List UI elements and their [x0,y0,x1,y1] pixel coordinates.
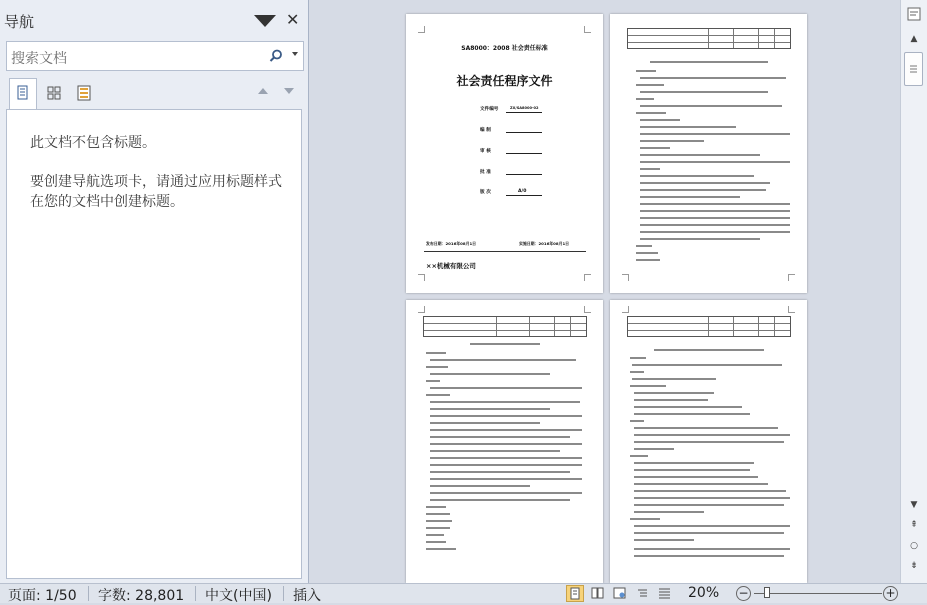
table-row [424,323,586,324]
text-line [430,450,560,452]
table-row [628,35,790,36]
text-line [634,483,768,485]
text-line [634,434,790,436]
table-row [628,330,790,331]
table-cell [758,317,759,336]
text-line [430,499,570,501]
nav-header [0,0,308,38]
text-line [640,203,790,205]
text-line [634,555,784,557]
nav-title: 导航 [4,13,35,31]
text-line [640,210,790,212]
text-line [634,469,750,471]
outline-view-icon[interactable] [636,587,649,599]
text-line [430,457,582,459]
text-line [634,490,786,492]
text-line [636,84,664,86]
scroll-thumb[interactable] [904,52,923,86]
text-line [634,504,784,506]
effective-date: 实施日期：2016年08月1日 [519,241,570,246]
section-title [654,349,764,351]
table-cell [733,29,734,48]
text-line [640,196,740,198]
crop-mark [622,274,629,281]
document-title: 社会责任程序文件 [456,74,553,88]
text-line [634,462,754,464]
divider [88,586,89,601]
text-line [640,175,754,177]
crop-mark [622,306,629,313]
text-line [634,427,778,429]
page-1[interactable] [406,14,603,293]
text-line [640,182,770,184]
text-line [640,105,782,107]
text-line [640,224,790,226]
word-count[interactable]: 字数: 28,801 [98,588,185,604]
table-cell [708,29,709,48]
text-line [634,548,790,550]
text-line [640,126,736,128]
company-name: ××机械有限公司 [426,262,476,270]
zoom-slider-handle[interactable] [764,587,770,598]
issue-date: 发布日期：2016年08月1日 [426,241,477,246]
table-cell [774,29,775,48]
text-line [430,443,582,445]
close-icon[interactable]: ✕ [286,10,300,29]
page-thumbnails-icon [40,78,68,108]
field-label: 批 准 [480,170,491,175]
text-line [636,70,656,72]
crop-mark [418,26,425,33]
page-3[interactable] [406,300,603,583]
text-line [430,359,576,361]
browse-object-icon[interactable]: ○ [910,541,918,551]
search-box[interactable] [6,41,304,71]
nav-options-icon[interactable] [254,15,276,27]
table-cell [733,317,734,336]
text-line [630,420,644,422]
page-4[interactable] [610,300,807,583]
page-count[interactable]: 页面: 1/50 [8,588,77,604]
text-line [430,471,570,473]
table-row [424,330,586,331]
text-line [430,387,582,389]
text-line [634,399,708,401]
search-options-icon[interactable] [292,52,298,56]
standard-title: SA8000：2008 社会责任标准 [461,45,548,52]
text-line [426,520,452,522]
search-icon[interactable] [269,49,283,63]
field-label: 审 核 [480,149,491,154]
divider [195,586,196,601]
text-line [430,373,550,375]
zoom-level[interactable]: 20% [688,585,720,601]
previous-page-icon[interactable]: ⇞ [910,520,918,530]
table-cell [529,317,530,336]
headings-icon [10,79,36,109]
text-line [636,245,652,247]
text-line [426,534,444,536]
navigation-pane [0,0,309,583]
draft-view-icon[interactable] [658,587,671,599]
text-line [640,238,760,240]
text-line [426,506,446,508]
header-table [627,316,791,337]
scroll-up-icon[interactable]: ▲ [910,34,918,44]
section-title [470,343,540,345]
section-title [650,61,768,63]
next-heading-icon[interactable] [284,88,294,94]
full-screen-reading-icon[interactable] [591,587,604,599]
print-layout-view-icon[interactable] [566,585,584,602]
text-line [640,168,660,170]
text-line [640,119,680,121]
ruler-toggle-icon[interactable] [905,6,923,25]
text-line [630,357,646,359]
text-line [640,77,786,79]
tab-pages[interactable] [40,78,68,108]
crop-mark [788,306,795,313]
text-line [430,436,570,438]
header-table [423,316,587,337]
crop-mark [788,274,795,281]
previous-heading-icon[interactable] [258,88,268,94]
language[interactable]: 中文(中国) [205,588,272,604]
table-row [628,323,790,324]
crop-mark [418,306,425,313]
text-line [430,415,582,417]
text-line [430,408,550,410]
text-line [634,392,714,394]
divider [283,586,284,601]
nav-content [6,109,302,579]
page-2[interactable] [610,14,807,293]
text-line [630,371,644,373]
text-line [426,541,446,543]
table-row [628,42,790,43]
field-underline [506,112,542,113]
insert-mode[interactable]: 插入 [293,588,321,604]
text-line [634,532,784,534]
text-line [634,413,750,415]
text-line [430,492,582,494]
field-label: 编 制 [480,128,491,133]
text-line [640,147,670,149]
search-results-icon [70,78,98,108]
zoom-out-icon[interactable]: − [736,586,751,601]
text-line [430,401,580,403]
text-line [640,91,768,93]
table-cell [554,317,555,336]
text-line [640,217,790,219]
table-cell [708,317,709,336]
text-line [640,161,790,163]
text-line [634,406,742,408]
table-cell [496,317,497,336]
text-line [640,133,790,135]
text-line [634,448,674,450]
text-line [636,112,666,114]
text-line [430,464,582,466]
text-line [634,476,758,478]
text-line [426,366,448,368]
zoom-in-icon[interactable]: + [883,586,898,601]
text-line [634,441,784,443]
vertical-scrollbar[interactable] [900,0,927,583]
text-line [426,394,450,396]
text-line [426,513,450,515]
text-line [426,352,446,354]
text-line [640,154,760,156]
text-line [636,98,654,100]
text-line [630,518,660,520]
text-line [630,385,666,387]
text-line [426,380,440,382]
field-value: A/0 [518,189,527,194]
table-cell [758,29,759,48]
text-line [430,422,540,424]
search-input[interactable]: 搜索文档 [11,51,67,67]
divider [424,251,586,252]
text-line [430,429,582,431]
text-line [634,539,694,541]
text-line [636,259,660,261]
next-page-icon[interactable]: ⇟ [910,561,918,571]
text-line [640,189,766,191]
status-bar [0,583,927,603]
no-headings-message: 此文档不包含标题。 [30,135,156,151]
document-area[interactable] [309,0,900,583]
text-line [634,511,704,513]
crop-mark [418,274,425,281]
crop-mark [584,274,591,281]
table-cell [774,317,775,336]
field-underline [506,174,542,175]
text-line [632,378,716,380]
text-line [426,527,450,529]
field-value: ZX/SA8000-02 [510,106,539,110]
zoom-slider[interactable] [754,593,882,594]
text-line [430,485,530,487]
crop-mark [584,306,591,313]
text-line [630,455,648,457]
text-line [640,140,704,142]
crop-mark [584,26,591,33]
header-table [627,28,791,49]
text-line [632,364,782,366]
text-line [634,525,790,527]
field-label: 文件编号 [480,107,499,112]
text-line [430,478,582,480]
text-line [426,548,456,550]
field-underline [506,195,542,196]
scroll-down-icon[interactable]: ▼ [910,500,918,510]
text-line [636,252,658,254]
web-layout-icon[interactable] [613,587,626,599]
table-cell [570,317,571,336]
field-label: 版 次 [480,190,491,195]
instruction-message: 要创建导航选项卡，请通过应用标题样式在您的文档中创建标题。 [30,174,282,210]
field-underline [506,153,542,154]
tab-headings[interactable] [9,78,37,110]
field-underline [506,132,542,133]
tab-results[interactable] [70,78,98,108]
text-line [640,231,790,233]
text-line [634,497,790,499]
